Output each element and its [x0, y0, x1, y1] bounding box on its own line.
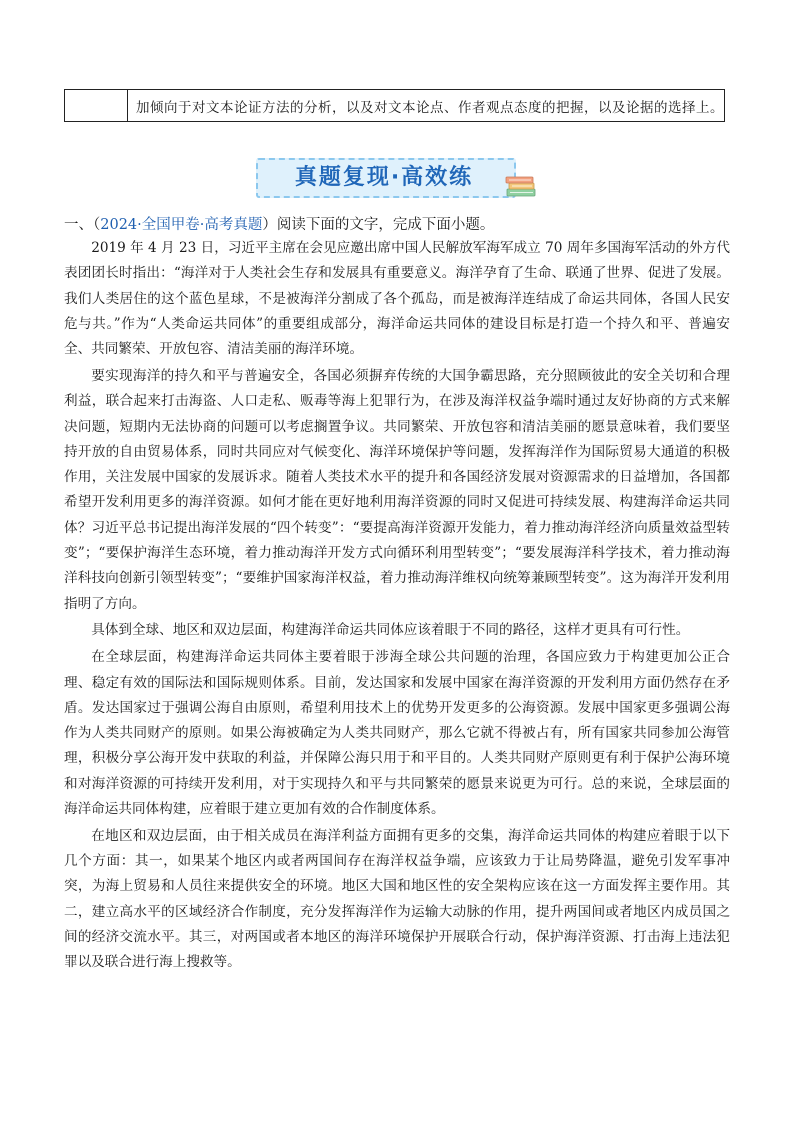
passage-paragraph-3: 具体到全球、地区和双边层面，构建海洋命运共同体应该着眼于不同的路径，这样才更具有可行性。	[91, 622, 690, 639]
passage-paragraph-5: 在地区和双边层面，由于相关成员在海洋利益方面拥有更多的交集，海洋命运共同体的构建应着眼于以下几个方面：其一，如果某个地区内或者两国间存在海洋权益争端，应该致力于让局势降温，避免引发军事冲突，为海上贸易和人员往来提供安全的环境。地区大国和地区性的安全架构应该在这一方面发挥主要作用。其二，建立高水平的区域经济合作制度，充分发挥海洋作为运输大动脉的作用，提升两国间或者地区内成员国之间的经济交流水平。其三，对两国或者本地区的海洋环境保护开展联合行动，保护海洋资源、打击海上违法犯罪以及联合进行海上搜救等。	[64, 827, 730, 971]
reading-passage	[64, 236, 730, 977]
question-instruction: ）阅读下面的文字，完成下面小题。	[262, 217, 495, 233]
table-row	[65, 90, 725, 122]
summary-table	[64, 89, 725, 122]
question-heading	[64, 213, 494, 234]
table-cell-right: 加倾向于对文本论证方法的分析，以及对文本论点、作者观点态度的把握，以及论据的选择上。	[128, 90, 725, 122]
passage-paragraph-2: 要实现海洋的持久和平与普遍安全，各国必须摒弃传统的大国争霸思路，充分照顾彼此的安全关切和合理利益，联合起来打击海盗、人口走私、贩毒等海上犯罪行为，在涉及海洋权益争端时通过友好协商的方式来解决问题，短期内无法协商的问题可以考虑搁置争议。共同繁荣、开放包容和清洁美丽的愿景意味着，我们要坚持开放的自由贸易体系，同时共同应对气候变化、海洋环境保护等问题，发挥海洋作为国际贸易大通道的积极作用，关注发展中国家的发展诉求。随着人类技术水平的提升和各国经济发展对资源需求的日益增加，各国都希望开发利用更多的海洋资源。如何才能在更好地利用海洋资源的同时又促进可持续发展、构建海洋命运共同体？习近平总书记提出海洋发展的“四个转变”：“要提高海洋资源开发能力，着力推动海洋经济向质量效益型转变”；“要保护海洋生态环境，着力推动海洋开发方式向循环利用型转变”；“要发展海洋科学技术，着力推动海洋科技向创新引领型转变”；“要维护国家海洋权益，着力推动海洋维权向统筹兼顾型转变”。这为海洋开发利用指明了方向。	[64, 367, 730, 612]
question-source: 2024·全国甲卷·高考真题	[100, 217, 263, 233]
banner-title: 真题复现·高效练	[294, 165, 474, 190]
table-cell-left	[65, 90, 128, 122]
question-prefix: 一、（	[64, 217, 101, 233]
passage-paragraph-4: 在全球层面，构建海洋命运共同体主要着眼于涉海全球公共问题的治理，各国应致力于构建更加公正合理、稳定有效的国际法和国际规则体系。目前，发达国家和发展中国家在海洋资源的开发利用方面仍然存在矛盾。发达国家过于强调公海自由原则，希望利用技术上的优势开发更多的公海资源。发展中国家更多强调公海作为人类共同财产的原则。如果公海被确定为人类共同财产，那么它就不得被占有，所有国家共同参加公海管理，积极分享公海开发中获取的利益，并保障公海只用于和平目的。人类共同财产原则更有利于保护公海环境和对海洋资源的可持续开发利用，对于实现持久和平与共同繁荣的愿景来说更为可行。总的来说，全球层面的海洋命运共同体构建，应着眼于建立更加有效的合作制度体系。	[64, 649, 730, 818]
books-icon	[503, 172, 539, 198]
passage-paragraph-1: 2019 年 4 月 23 日，习近平主席在会见应邀出席中国人民解放军海军成立 70 周年多国海军活动的外方代表团团长时指出：“海洋对于人类社会生存和发展具有重要意义。海洋孕育了生命、联通了世界、促进了发展。我们人类居住的这个蓝色星球，不是被海洋分割成了各个孤岛，而是被海洋连结成了命运共同体，各国人民安危与共。”作为“人类命运共同体”的重要组成部分，海洋命运共同体的建设目标是打造一个持久和平、普遍安全、共同繁荣、开放包容、清洁美丽的海洋环境。	[64, 240, 730, 358]
section-banner	[256, 158, 538, 198]
